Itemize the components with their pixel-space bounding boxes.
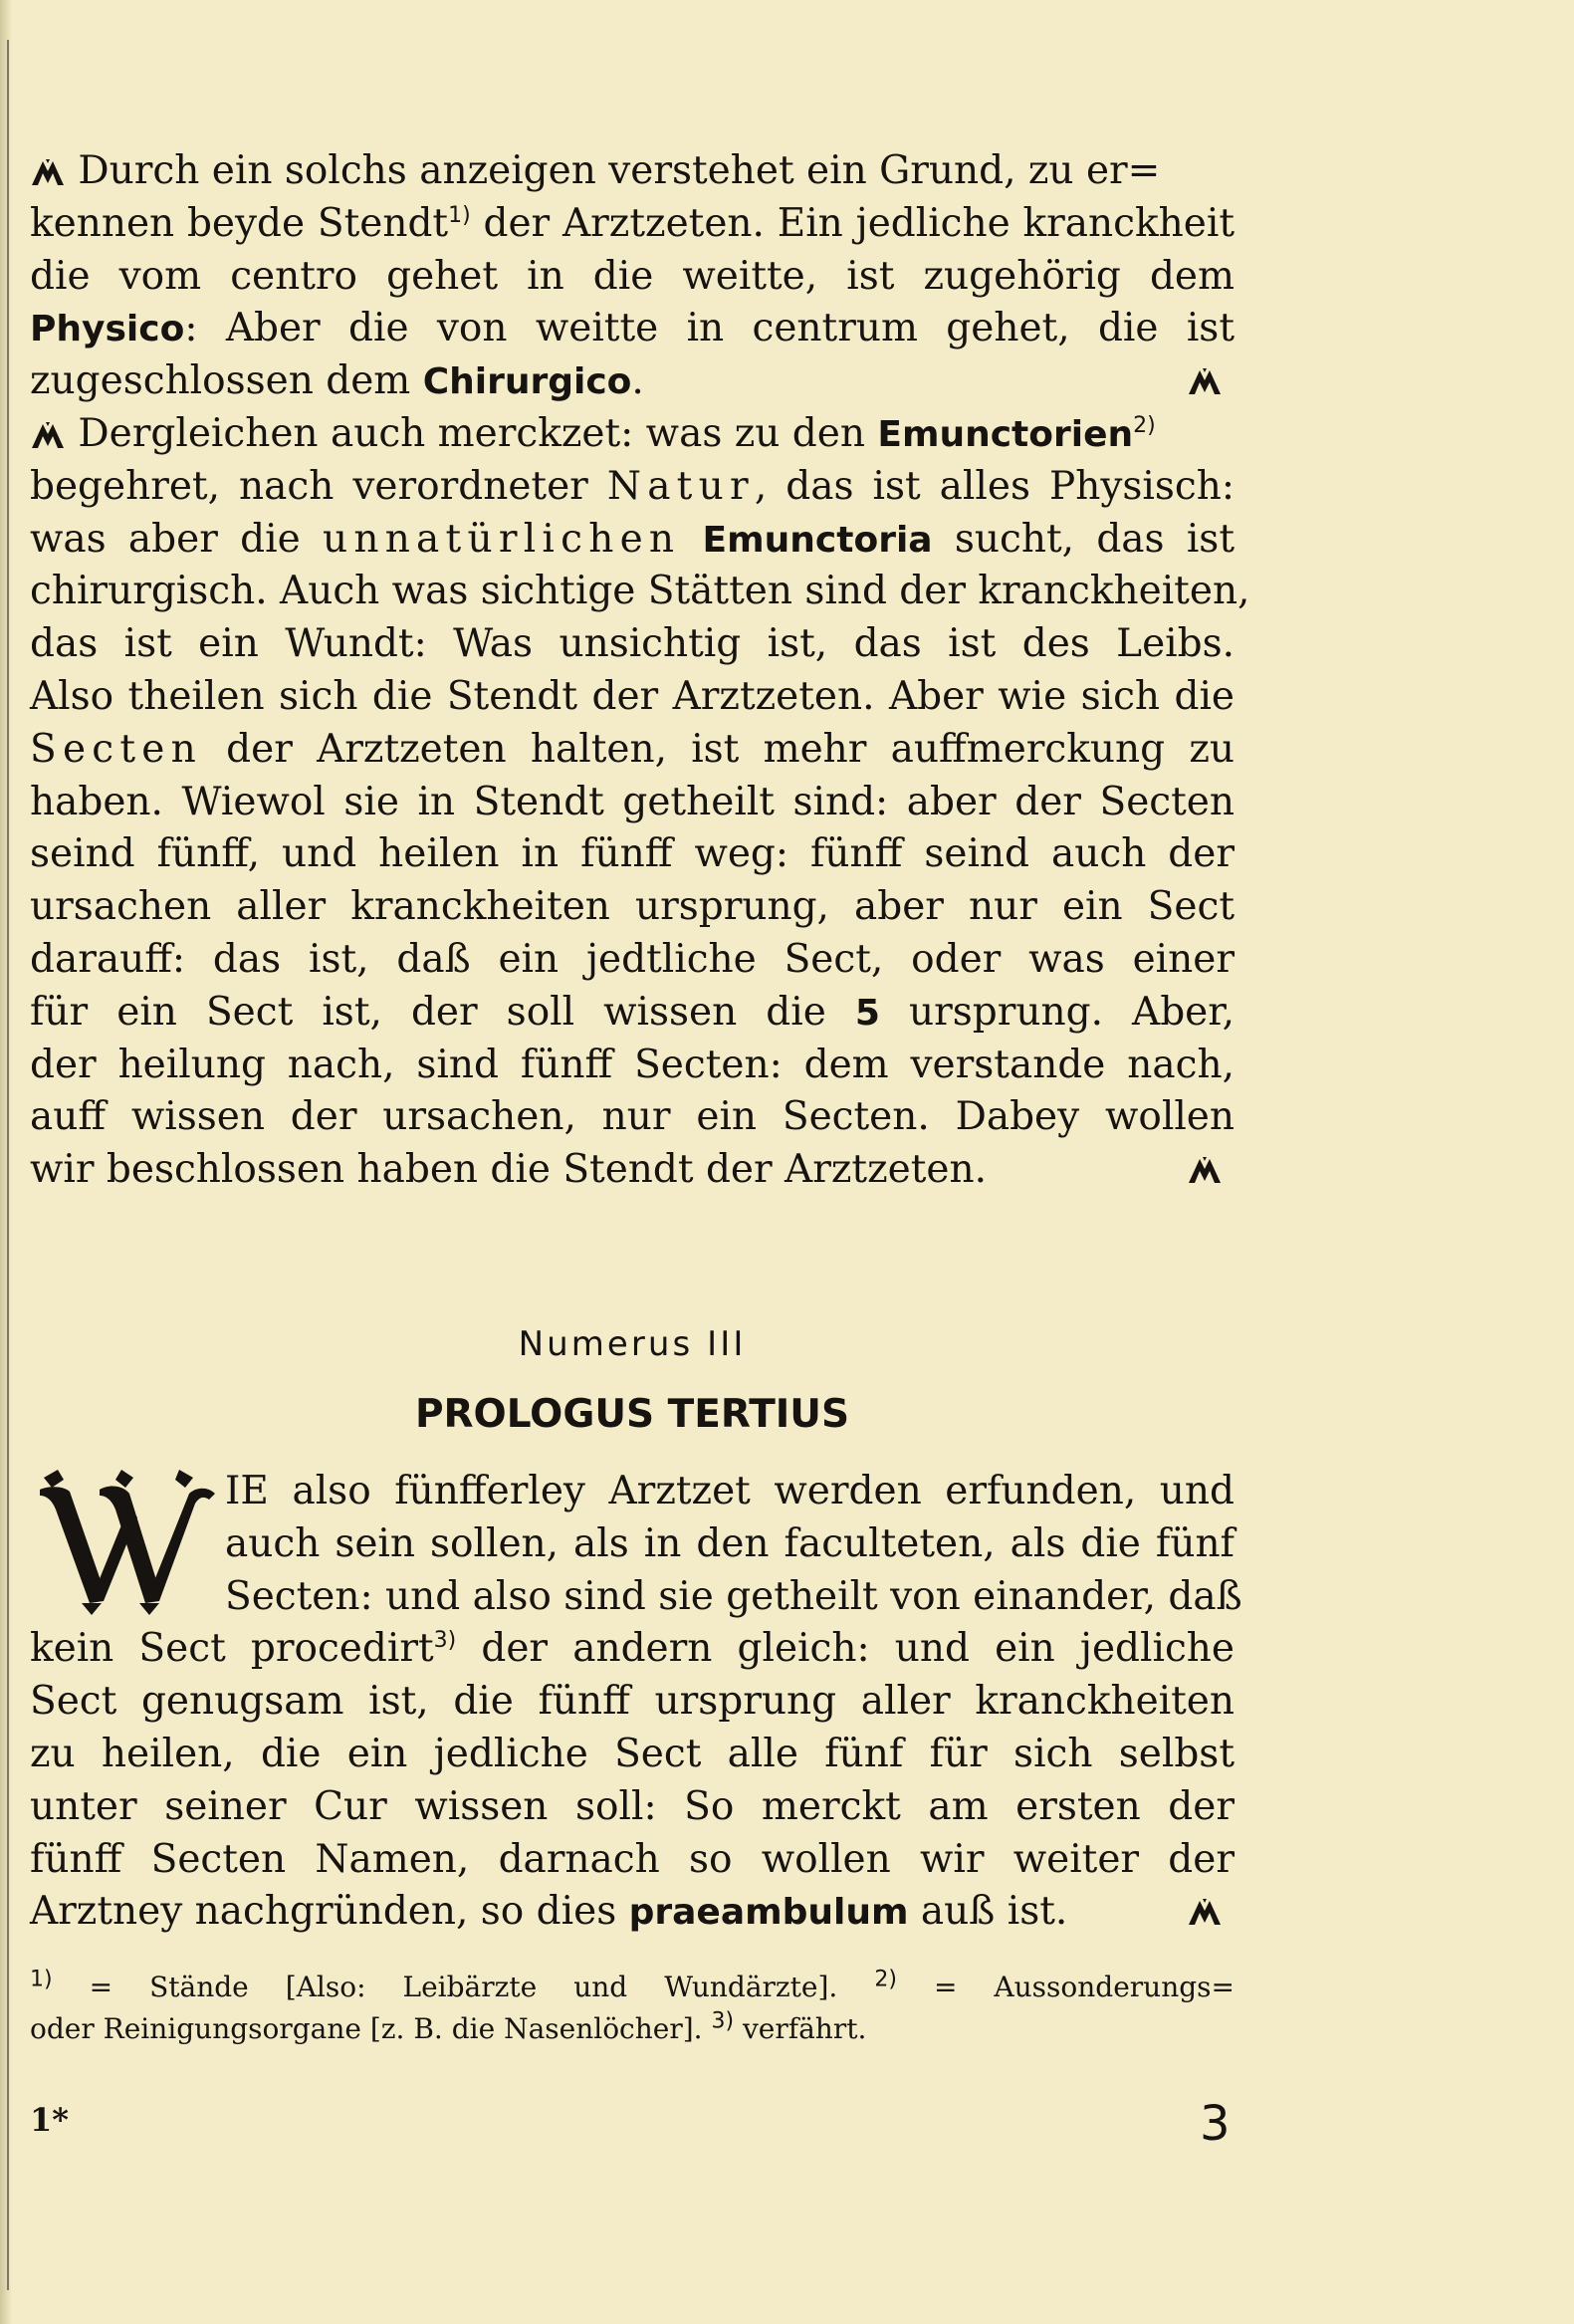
text-run xyxy=(680,517,702,562)
text-run: chirurgisch. Auch was sichtige Stätten sind der kranckheiten, xyxy=(30,569,1250,614)
text-line xyxy=(30,1466,1235,1518)
text-run: : Aber die von weitte in centrum gehet, die ist xyxy=(184,306,1235,351)
latin-term: Emunctoria xyxy=(702,519,933,561)
text-run: der andern gleich: und ein jedliche xyxy=(456,1626,1235,1672)
text-line xyxy=(30,724,1235,777)
paragraph-mark-icon xyxy=(1187,1897,1223,1927)
text-run: für ein Sect ist, der soll wissen die xyxy=(30,989,855,1035)
text-line xyxy=(30,145,1235,198)
text-run: die vom centro gehet in die weitte, ist zugehörig dem xyxy=(30,253,1235,299)
signature-mark: 1* xyxy=(30,2101,69,2139)
section-title: PROLOGUS TERTIUS xyxy=(414,1392,850,1437)
footnote-ref: 3) xyxy=(433,1628,457,1654)
text-line xyxy=(30,198,1235,251)
footnote-line xyxy=(30,1967,1235,2008)
footnote-marker: 2) xyxy=(874,1967,897,1992)
text-line xyxy=(30,618,1235,671)
binding-line xyxy=(7,40,9,2290)
text-run: wir beschlossen haben die Stendt der Arztzeten. xyxy=(30,1147,987,1193)
text-line xyxy=(30,355,1235,408)
text-run: , das ist alles Physisch: xyxy=(754,463,1235,509)
emphasis-run: Secten xyxy=(30,726,202,772)
emphasis-run: Natur xyxy=(606,463,755,509)
text-line xyxy=(30,251,1235,304)
text-line xyxy=(30,303,1235,355)
paragraph-mark-icon xyxy=(30,420,66,450)
text-line xyxy=(30,461,1235,514)
text-line xyxy=(30,1781,1235,1834)
text-line xyxy=(30,1676,1235,1729)
latin-term: Physico xyxy=(30,309,185,350)
footnote-text: oder Reinigungsorgane [z. B. die Nasenlöcher]. xyxy=(30,2012,703,2045)
text-run: auß ist. xyxy=(908,1889,1068,1935)
text-line xyxy=(30,777,1235,829)
text-run: . xyxy=(631,358,644,404)
main-text xyxy=(30,145,1250,1197)
text-line xyxy=(30,1091,1235,1144)
text-line xyxy=(30,1834,1235,1887)
text-run: Dergleichen auch merckzet: was zu den xyxy=(78,410,878,456)
latin-term: Emunctorien xyxy=(877,413,1134,455)
text-run: was aber die xyxy=(30,516,323,562)
page-number: 3 xyxy=(1200,2096,1231,2152)
text-run: ursachen aller kranckheiten ursprung, aber nur ein Sect xyxy=(30,884,1235,930)
text-line xyxy=(30,1571,1242,1624)
text-line xyxy=(30,566,1250,618)
text-line xyxy=(30,408,1235,461)
text-run: darauff: das ist, daß ein jedtliche Sect, oder was einer xyxy=(30,936,1235,982)
paragraph-mark-icon xyxy=(1187,1155,1223,1185)
text-run: der heilung nach, sind fünff Secten: dem verstande nach, xyxy=(30,1042,1235,1087)
text-run: fünff Secten Namen, darnach so wollen wir weiter der xyxy=(30,1836,1235,1882)
numeral: 5 xyxy=(854,992,880,1034)
text-run: der Arztzeten. Ein jedliche kranckheit xyxy=(470,200,1235,246)
text-line xyxy=(30,828,1235,881)
prologue-text xyxy=(30,1466,1242,1939)
text-run: auff wissen der ursachen, nur ein Secten. Dabey wollen xyxy=(30,1094,1235,1140)
latin-term: Chirurgico xyxy=(422,361,632,403)
section-number: Numerus III xyxy=(518,1324,747,1364)
text-run: Sect genugsam ist, die fünff ursprung aller kranckheiten xyxy=(30,1679,1235,1725)
text-line xyxy=(30,514,1235,567)
text-line xyxy=(30,1144,1235,1197)
text-run: der Arztzeten halten, ist mehr auffmerckung zu xyxy=(201,726,1235,772)
footnote-text: verfährt. xyxy=(734,2012,867,2045)
text-line xyxy=(30,987,1235,1040)
footnote-text: = Stände [Also: Leibärzte und Wundärzte]. xyxy=(52,1971,838,2003)
text-run: Also theilen sich die Stendt der Arztzeten. Aber wie sich die xyxy=(30,673,1235,719)
page-edge xyxy=(0,0,12,2324)
text-run: das ist ein Wundt: Was unsichtig ist, das ist des Leibs. xyxy=(30,621,1235,667)
text-run: seind fünff, und heilen in fünff weg: fünff seind auch der xyxy=(30,831,1235,877)
text-run: zu heilen, die ein jedliche Sect alle fünf für sich selbst xyxy=(30,1731,1235,1776)
text-run: Arztney nachgründen, so dies xyxy=(30,1889,629,1935)
text-line xyxy=(30,1886,1235,1939)
footnote-marker: 1) xyxy=(30,1967,53,1992)
text-run: haben. Wiewol sie in Stendt getheilt sind: aber der Secten xyxy=(30,779,1235,824)
footnote-marker: 3) xyxy=(711,2008,735,2034)
text-run: unter seiner Cur wissen soll: So merckt am ersten der xyxy=(30,1783,1235,1829)
text-line xyxy=(30,881,1235,934)
text-line xyxy=(30,1623,1235,1676)
footnote-line xyxy=(30,2008,1235,2050)
footnote-ref: 2) xyxy=(1133,412,1156,438)
latin-term: praeambulum xyxy=(628,1892,909,1934)
footnotes xyxy=(30,1967,1235,2050)
text-run: kennen beyde Stendt xyxy=(30,200,449,246)
text-run: zugeschlossen dem xyxy=(30,358,423,404)
emphasis-run: unnatürlichen xyxy=(322,516,681,562)
text-run: begehret, nach verordneter xyxy=(30,463,607,509)
text-run: ursprung. Aber, xyxy=(879,989,1236,1035)
footnote-ref: 1) xyxy=(448,202,471,228)
text-line xyxy=(30,1518,1235,1571)
text-line xyxy=(30,934,1235,987)
paragraph-mark-icon xyxy=(30,157,66,187)
text-run: auch sein sollen, als in den faculteten, als die fünf xyxy=(225,1520,1235,1566)
text-line xyxy=(30,1040,1235,1092)
text-run: sucht, das ist xyxy=(932,516,1235,562)
text-run: Secten: und also sind sie getheilt von einander, daß xyxy=(225,1573,1242,1619)
paragraph-mark-icon xyxy=(1187,366,1223,396)
footnote-text: = Aussonderungs= xyxy=(896,1971,1235,2003)
text-line xyxy=(30,1729,1235,1781)
text-line-1: Durch ein solchs anzeigen verstehet ein Grund, zu er= xyxy=(78,148,1161,193)
text-run: IE also fünfferley Arztzet werden erfunden, und xyxy=(225,1469,1235,1513)
text-line xyxy=(30,671,1235,724)
text-run: kein Sect procedirt xyxy=(30,1626,434,1672)
